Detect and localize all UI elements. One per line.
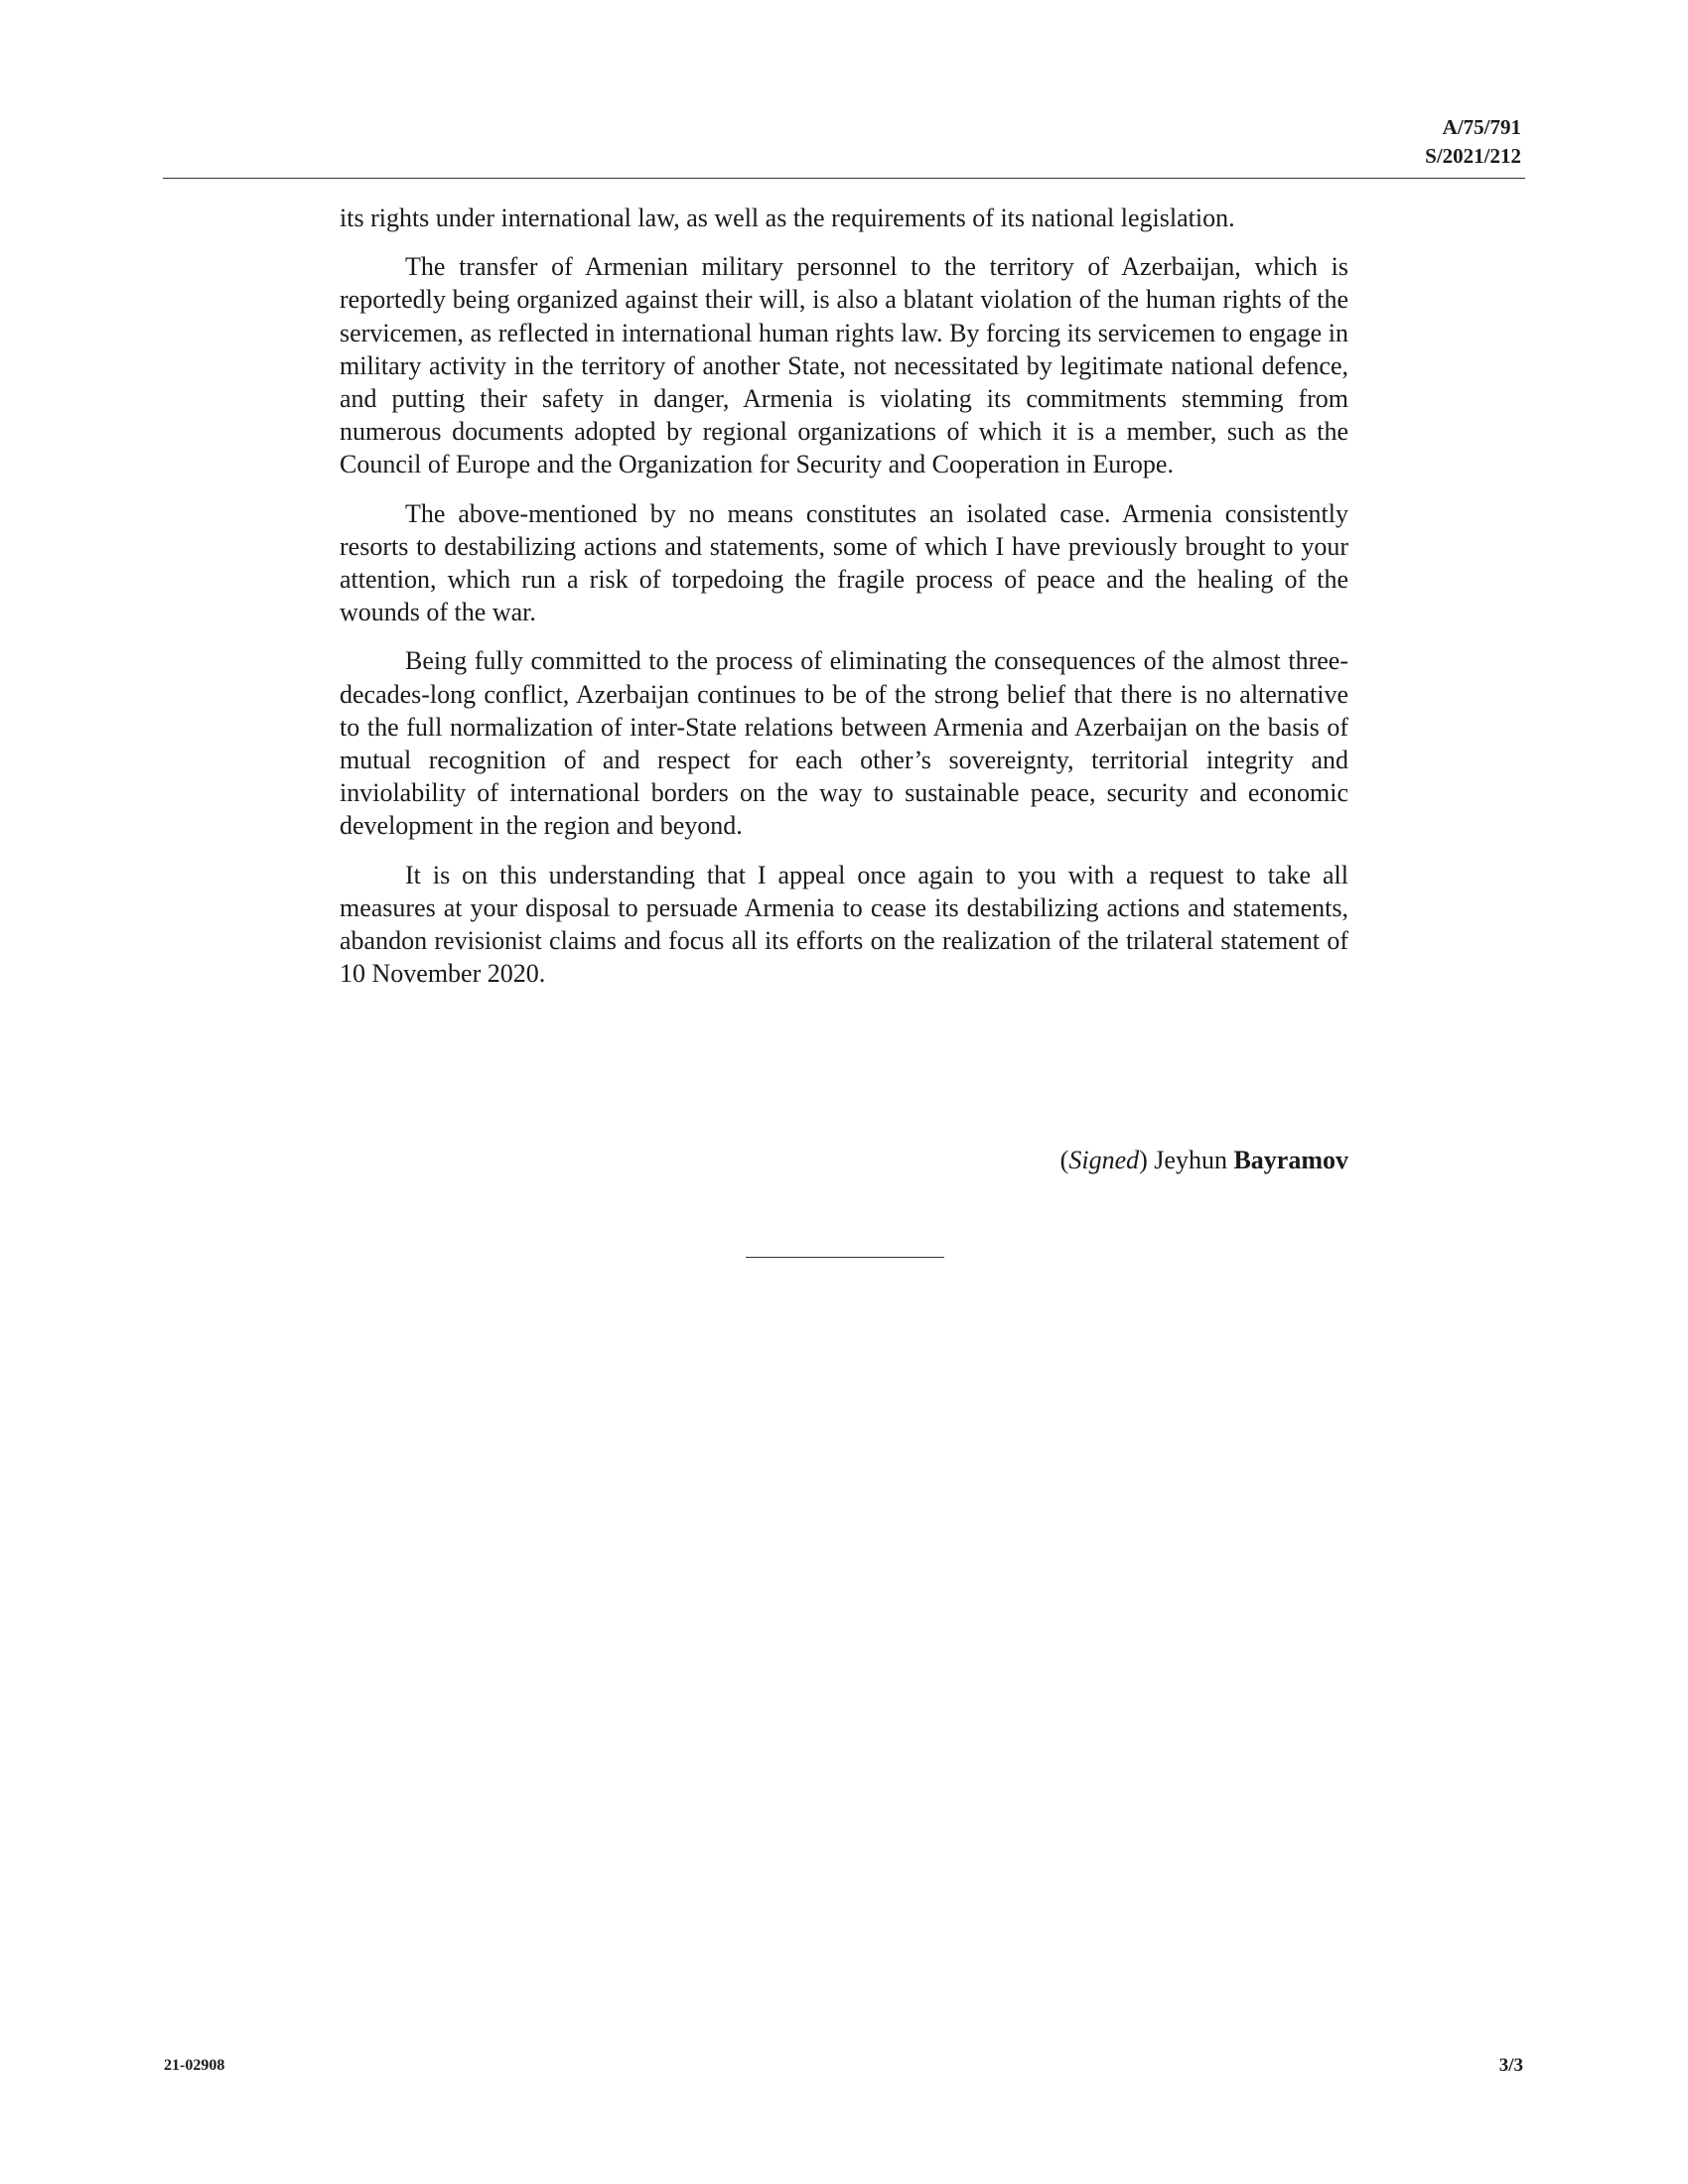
document-symbol-ga: A/75/791 bbox=[1442, 115, 1521, 139]
header-divider bbox=[163, 178, 1525, 179]
signatory-given-name: Jeyhun bbox=[1154, 1146, 1227, 1174]
paragraph-3: The above-mentioned by no means constitutes an isolated case. Armenia consistently resorts to destabilizing actions and statements, some of which I have previously brought to your attention, which run a risk of torpedoing the fragile process of peace and the healing of the wounds of the war. bbox=[340, 498, 1348, 627]
document-symbol-sc: S/2021/212 bbox=[1425, 144, 1521, 168]
document-symbols bbox=[1425, 113, 1521, 171]
paragraph-2: The transfer of Armenian military personnel to the territory of Azerbaijan, which is reportedly being organized against their will, is also a blatant violation of the human rights of the servicemen, as reflected in international human rights law. By forcing its servicemen to engage in military activity in the territory of another State, not necessitated by legitimate national defence, and putting their safety in danger, Armenia is violating its commitments stemming from numerous documents adopted by regional organizations of which it is a member, such as the Council of Europe and the Organization for Security and Cooperation in Europe. bbox=[340, 252, 1348, 479]
page-number: 3/3 bbox=[1498, 2055, 1523, 2076]
end-of-document-rule bbox=[746, 1257, 944, 1258]
job-number: 21-02908 bbox=[164, 2057, 225, 2074]
paragraph-5: It is on this understanding that I appeal once again to you with a request to take all measures at your disposal to persuade Armenia to cease its destabilizing actions and statements, abandon revisionist claims and focus all its efforts on the realization of the trilateral statement of 10 November 2020. bbox=[340, 860, 1348, 989]
letter-body bbox=[340, 202, 1348, 1006]
paragraph-4: Being fully committed to the process of eliminating the consequences of the almost three-decades-long conflict, Azerbaijan continues to be of the strong belief that there is no alternative to the full normalization of inter-State relations between Armenia and Azerbaijan on the basis of mutual recognition of and respect for each other’s sovereignty, territorial integrity and inviolability of international borders on the way to sustainable peace, security and economic development in the region and beyond. bbox=[340, 646, 1348, 841]
signatory-surname: Bayramov bbox=[1233, 1146, 1348, 1174]
signed-label: Signed bbox=[1068, 1146, 1140, 1174]
paragraph-1: its rights under international law, as well as the requirements of its national legislation. bbox=[340, 204, 1235, 232]
signature-block: (Signed) Jeyhun Bayramov bbox=[1059, 1146, 1348, 1174]
